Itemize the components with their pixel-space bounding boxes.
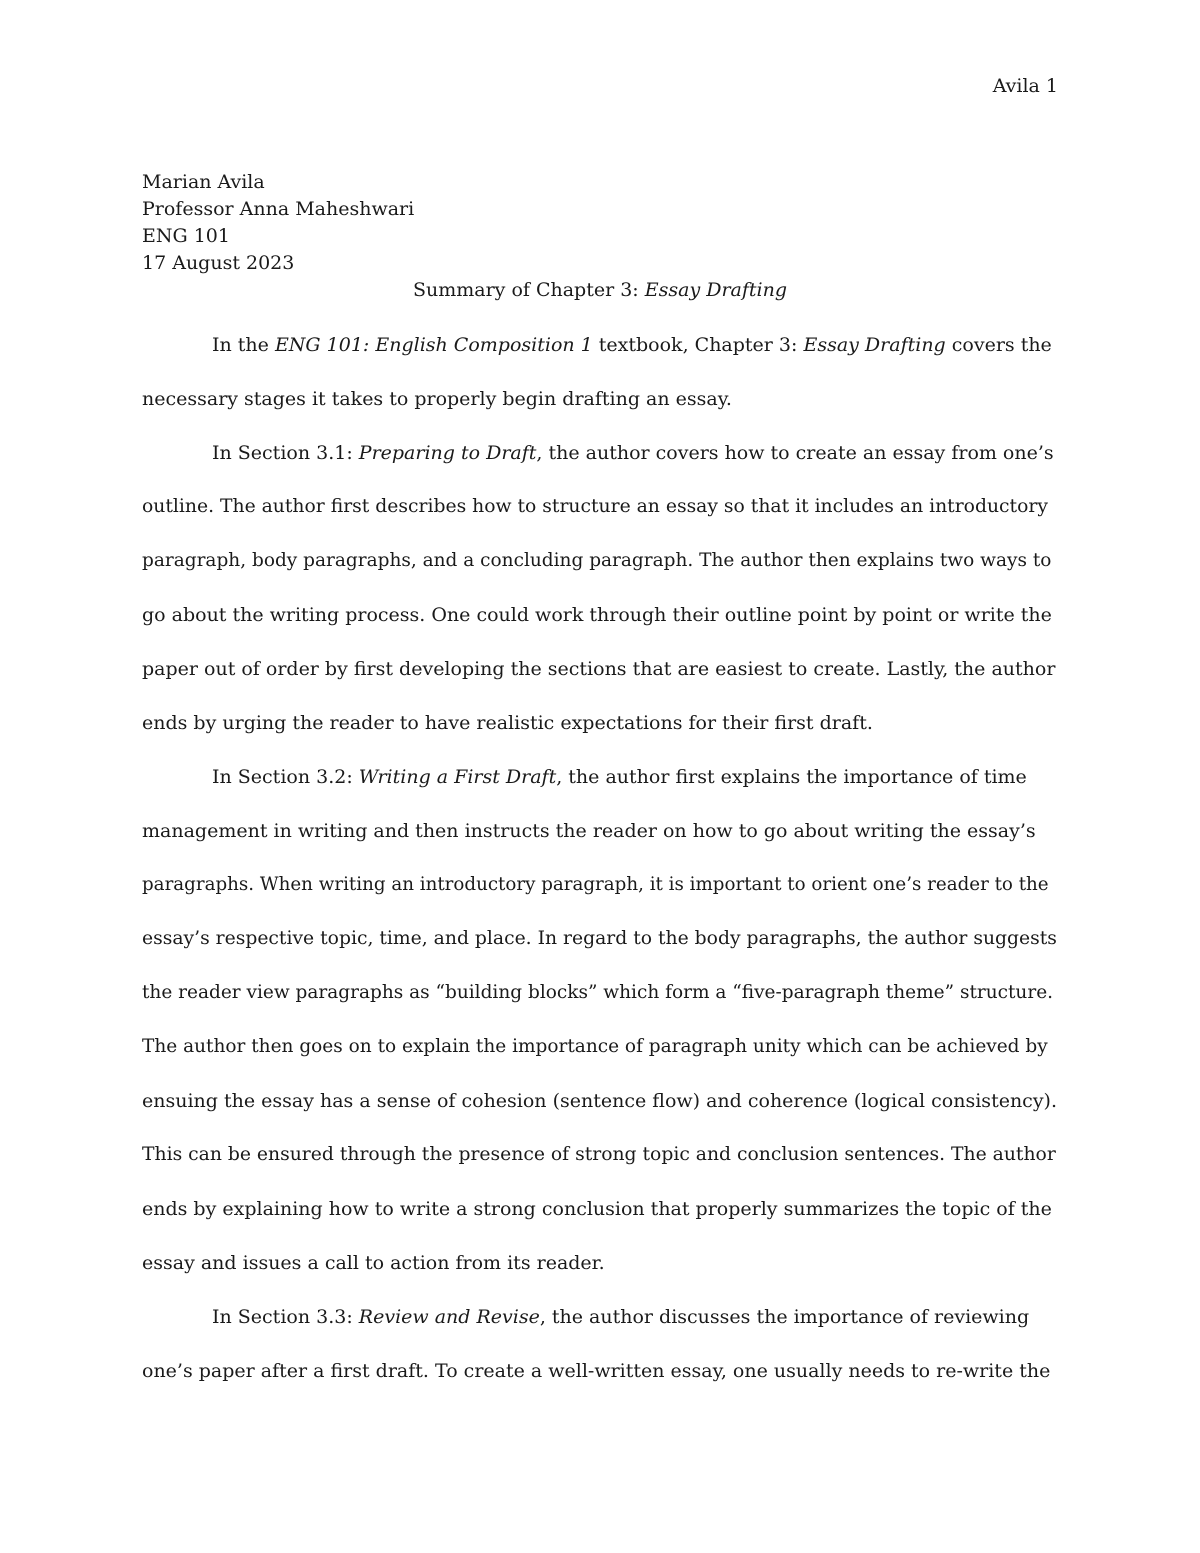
professor-name: Professor Anna Maheshwari <box>142 198 415 220</box>
text-line: ends by urging the reader to have realistic expectations for their first draft. <box>142 712 873 734</box>
text-line: paragraphs. When writing an introductory paragraph, it is important to orient one’s reader to the <box>142 874 1049 895</box>
course-name: ENG 101 <box>142 225 230 247</box>
text-line: ensuing the essay has a sense of cohesion (sentence flow) and coherence (logical consistency). <box>142 1090 1058 1112</box>
paragraph-section-3-1 <box>142 426 1058 750</box>
paragraph-section-3-2 <box>142 750 1058 1290</box>
text-line: one’s paper after a first draft. To create a well-written essay, one usually needs to re-write the <box>142 1360 1051 1382</box>
paragraph-intro <box>142 318 1058 426</box>
text-line: go about the writing process. One could work through their outline point by point or write the <box>142 604 1052 626</box>
mla-heading <box>142 169 1058 277</box>
essay-body <box>142 318 1058 1398</box>
title-italic-text: Essay Drafting <box>644 279 788 301</box>
text-line: the reader view paragraphs as “building blocks” which form a “five-paragraph theme” structure. <box>142 982 1054 1003</box>
essay-title <box>142 276 1058 304</box>
text-line <box>142 750 1058 804</box>
text-run: In Section 3.2: <box>212 766 359 788</box>
text-line: necessary stages it takes to properly begin drafting an essay. <box>142 388 732 410</box>
text-line <box>142 426 1058 480</box>
text-line: essay’s respective topic, time, and place. In regard to the body paragraphs, the author suggests <box>142 928 1057 949</box>
text-run: , the author first explains the importance of time <box>556 766 1027 788</box>
text-run: covers the <box>945 334 1052 356</box>
text-line: This can be ensured through the presence of strong topic and conclusion sentences. The author <box>142 1144 1056 1165</box>
text-line: essay and issues a call to action from its reader. <box>142 1252 605 1274</box>
text-run: In the <box>212 334 275 356</box>
text-line: paper out of order by first developing the sections that are easiest to create. Lastly, the author <box>142 658 1056 680</box>
text-run: In Section 3.1: <box>212 442 359 464</box>
text-line: paragraph, body paragraphs, and a concluding paragraph. The author then explains two ways to <box>142 550 1052 571</box>
title-text: Summary of Chapter 3: <box>412 279 645 301</box>
text-run: textbook, Chapter 3: <box>592 334 804 356</box>
section-title: Review and Revise <box>358 1306 540 1328</box>
text-line <box>142 1290 1058 1344</box>
paragraph-section-3-3 <box>142 1290 1058 1398</box>
text-line: management in writing and then instructs the reader on how to go about writing the essay’s <box>142 820 1036 842</box>
text-line: outline. The author first describes how to structure an essay so that it includes an introductory <box>142 496 1048 517</box>
text-run: , the author covers how to create an essay from one’s <box>536 442 1054 464</box>
text-line: ends by explaining how to write a strong conclusion that properly summarizes the topic of the <box>142 1198 1052 1220</box>
student-name: Marian Avila <box>142 171 265 193</box>
text-run: In Section 3.3: <box>212 1306 359 1328</box>
date: 17 August 2023 <box>142 252 295 274</box>
text-line <box>142 318 1058 372</box>
section-title: Preparing to Draft <box>358 442 537 464</box>
text-run: , the author discusses the importance of reviewing <box>539 1306 1030 1328</box>
text-line: The author then goes on to explain the importance of paragraph unity which can be achieved by <box>142 1036 1048 1057</box>
chapter-title: Essay Drafting <box>803 334 946 356</box>
textbook-title: ENG 101: English Composition 1 <box>274 334 593 356</box>
running-head: Avila 1 <box>992 75 1058 97</box>
section-title: Writing a First Draft <box>358 766 557 788</box>
